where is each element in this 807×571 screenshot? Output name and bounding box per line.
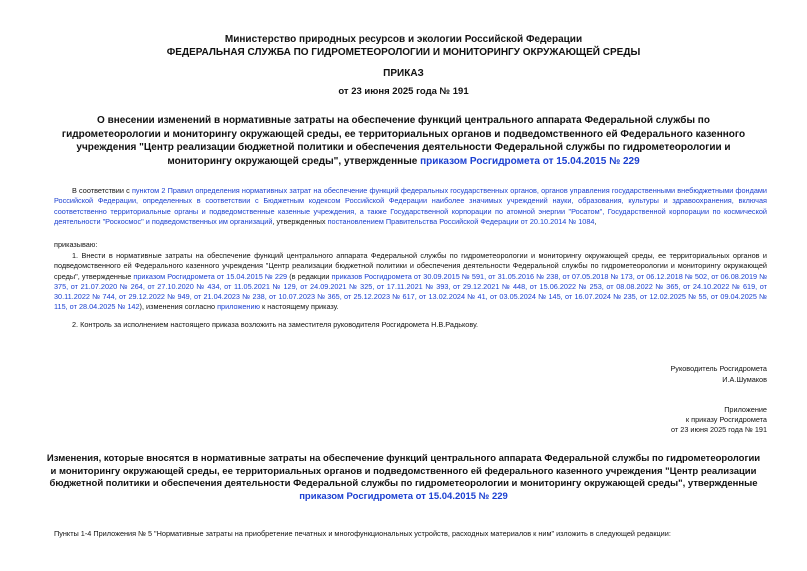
appendix-date: от 23 июня 2025 года № 191 [671, 425, 767, 434]
item-2-paragraph: 2. Контроль за исполнением настоящего приказа возложить на заместителя руководителя Росгидромета Н.В.Радькову. [72, 320, 479, 329]
changes-title-text: Изменения, которые вносятся в нормативные затраты на обеспечение функций центрального аппарата Федеральной службы по гидрометеорологии и мониторингу окружающей среды, ее территориальных органов и подведомственного ей федерального казенного учреждения "Центр реализации бюджетной политики и обеспечения деятельности Федеральной службы по гидрометеорологии и мониторингу окружающей среды", утвержденные [46, 453, 761, 489]
preamble-paragraph: В соответствии с пунктом 2 Правил определения нормативных затрат на обеспечение функций федеральных государственных органов, органов управления государственными внебюджетными фондами Российской Федерации, определенных в соответствии с Бюджетным кодексом Российской Федерации наиболее значимых учреждений науки, образования, культуры и здравоохранения, включая соответственно территориальные органы и подведомственные казенные учреждения, а также Государственной корпорации по атомной энергии "Росатом", Государственной корпорации по космической деятельности "Роскосмос" и подведомственных им организаций, утвержденных постановлением Правительства Российской Федерации от 20.10.2014 № 1084, [54, 186, 767, 226]
item1-link-appendix[interactable]: приложению [217, 302, 260, 312]
ministry-name: Министерство природных ресурсов и экологии Российской Федерации [224, 34, 583, 45]
order-title-link[interactable]: приказом Росгидромета от 15.04.2015 № 229 [420, 155, 640, 167]
item-1-paragraph: 1. Внести в нормативные затраты на обеспечение функций центрального аппарата Федеральной службы по гидрометеорологии и мониторингу окружающей среды, ее территориальных органов и подведомственного ей Федерального казенного учреждения "Центр реализации бюджетной политики и обеспечения деятельности Федеральной службы по гидрометеорологии и мониторингу окружающей среды", утвержденные приказом Росгидромета от 15.04.2015 № 229 (в редакции приказов Росгидромета от 30.09.2015 № 591, от 31.05.2016 № 238, от 07.05.2018 № 173, от 06.12.2018 № 502, от 06.08.2019 № 375, от 21.07.2020 № 264, от 27.10.2020 № 434, от 11.05.2021 № 129, от 24.09.2021 № 325, от 17.11.2021 № 393, от 29.12.2021 № 448, от 15.06.2022 № 253, от 08.08.2022 № 365, от 24.10.2022 № 619, от 30.11.2022 № 744, от 29.12.2022 № 949, от 21.04.2023 № 238, от 10.07.2023 № 365, от 25.12.2023 № 617, от 13.02.2024 № 41, от 03.05.2024 № 145, от 16.07.2024 № 235, от 12.02.2025 № 55, от 09.04.2025 № 115, от 28.04.2025 № 142), изменения согласно приложению к настоящему приказу. [54, 251, 768, 312]
signatory-name: И.А.Шумаков [722, 375, 767, 384]
changes-title-link[interactable]: приказом Росгидромета от 15.04.2015 № 229 [299, 490, 508, 502]
order-title-text: О внесении изменений в нормативные затраты на обеспечение функций центрального аппарата Федеральной службы по гидрометеорологии и мониторингу окружающей среды, ее территориальных органов и подведомственного ей Федерального казенного учреждения "Центр реализации бюджетной политики и обеспечения деятельности Федеральной службы по гидрометеорологии и мониторингу окружающей среды", утвержденные [61, 115, 746, 167]
prikazyvayu-label: приказываю: [54, 240, 98, 249]
item1-link-order[interactable]: приказом Росгидромета от 15.04.2015 № 229 [133, 271, 288, 281]
order-title [50, 114, 757, 168]
preamble-link-2[interactable]: постановлением Правительства Российской Федерации от 20.10.2014 № 1084 [327, 216, 595, 226]
item1-link-revisions[interactable]: приказов Росгидромета от 30.09.2015 № 591, от 31.05.2016 № 238, от 07.05.2018 № 173, от 06.12.2018 № 502, от 06.08.2019 № 375, от 21.07.2020 № 264, от 27.10.2020 № 434, от 11.05.2021 № 129, от 24.09.2021 № 325, от 17.11.2021 № 393, от 29.12.2021 № 448, от 15.06.2022 № 253, от 08.08.2022 № 365, от 24.10.2022 № 619, от 30.11.2022 № 744, от 29.12.2022 № 949, от 21.04.2023 № 238, от 10.07.2023 № 365, от 25.12.2023 № 617, от 13.02.2024 № 41, от 03.05.2024 № 145, от 16.07.2024 № 235, от 12.02.2025 № 55, от 09.04.2025 № 115, от 28.04.2025 № 142 [54, 271, 768, 312]
appendix-ref: к приказу Росгидромета [685, 415, 767, 424]
signatory-position: Руководитель Росгидромета [670, 364, 767, 373]
appendix-label: Приложение [724, 405, 767, 414]
preamble-link-1[interactable]: пунктом 2 Правил определения нормативных затрат на обеспечение функций федеральных государственных органов, органов управления государственными внебюджетными фондами Российской Федерации, определенных в соответствии с Бюджетным кодексом Российской Федерации наиболее значимых учреждений науки, образования, культуры и здравоохранения, включая соответственно территориальные органы и подведомственные казенные учреждения, а также Государственной корпорации по атомной энергии "Росатом", Государственной корпорации по космической деятельности "Роскосмос" и подведомственных им организаций [54, 186, 767, 226]
final-paragraph: Пункты 1-4 Приложения № 5 "Нормативные затраты на приобретение печатных и многофункциональных устройств, расходных материалов к ним" изложить в следующей редакции: [54, 529, 671, 538]
service-name: ФЕДЕРАЛЬНАЯ СЛУЖБА ПО ГИДРОМЕТЕОРОЛОГИИ И МОНИТОРИНГУ ОКРУЖАЮЩЕЙ СРЕДЫ [166, 47, 641, 58]
doc-date: от 23 июня 2025 года № 191 [338, 86, 469, 97]
changes-title [46, 453, 761, 503]
doc-type: ПРИКАЗ [383, 68, 424, 79]
